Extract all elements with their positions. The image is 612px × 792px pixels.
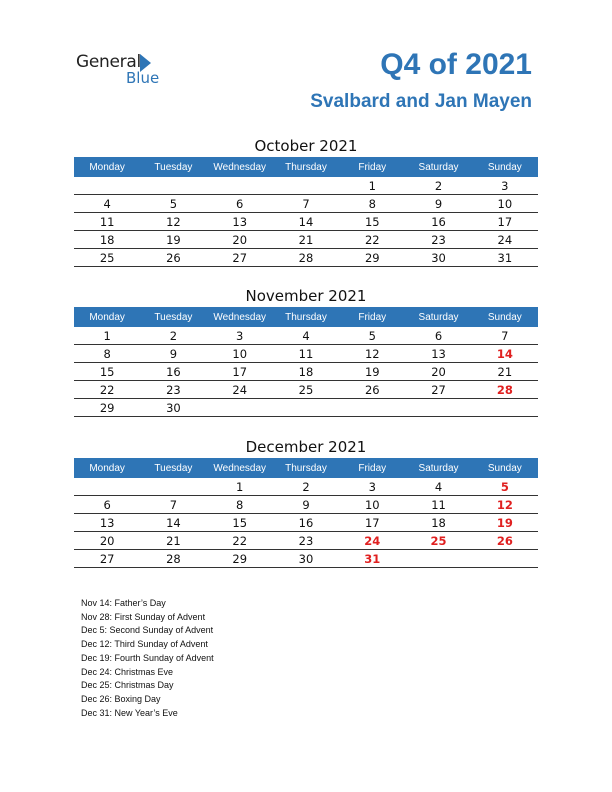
weekday-header: Friday — [339, 307, 405, 327]
day-cell: 2 — [273, 478, 339, 496]
day-cell: 2 — [140, 327, 206, 345]
day-cell: 14 — [472, 345, 538, 363]
day-cell: 22 — [74, 381, 140, 399]
weekday-header: Saturday — [405, 157, 471, 177]
note-item: Dec 19: Fourth Sunday of Advent — [81, 652, 214, 663]
week-row — [74, 399, 538, 417]
note-item: Dec 5: Second Sunday of Advent — [81, 625, 214, 636]
day-cell: 8 — [207, 496, 273, 514]
day-cell: 7 — [472, 327, 538, 345]
weekday-header: Sunday — [472, 458, 538, 478]
day-cell: 29 — [207, 550, 273, 568]
day-cell: 23 — [273, 532, 339, 550]
weekday-header: Tuesday — [140, 458, 206, 478]
weekday-header: Thursday — [273, 157, 339, 177]
day-cell: 26 — [140, 249, 206, 267]
week-row — [74, 532, 538, 550]
weekday-header-row — [74, 157, 538, 177]
day-cell: 18 — [273, 363, 339, 381]
day-cell — [207, 177, 273, 195]
day-cell: 6 — [405, 327, 471, 345]
page-title: Q4 of 2021 — [380, 48, 532, 81]
day-cell: 29 — [339, 249, 405, 267]
day-cell: 17 — [207, 363, 273, 381]
day-cell: 4 — [405, 478, 471, 496]
week-row — [74, 345, 538, 363]
day-cell: 16 — [140, 363, 206, 381]
weekday-header: Tuesday — [140, 307, 206, 327]
day-cell: 14 — [140, 514, 206, 532]
day-cell: 3 — [339, 478, 405, 496]
week-row — [74, 514, 538, 532]
day-cell: 13 — [74, 514, 140, 532]
day-cell: 17 — [339, 514, 405, 532]
day-cell: 19 — [472, 514, 538, 532]
weekday-header: Monday — [74, 157, 140, 177]
day-cell — [140, 177, 206, 195]
day-cell: 20 — [74, 532, 140, 550]
month-october — [74, 135, 538, 267]
day-cell: 12 — [339, 345, 405, 363]
month-title: December 2021 — [245, 438, 367, 456]
day-cell: 24 — [472, 231, 538, 249]
day-cell: 21 — [140, 532, 206, 550]
note-item: Dec 25: Christmas Day — [81, 680, 174, 691]
day-cell: 31 — [472, 249, 538, 267]
day-cell: 6 — [207, 195, 273, 213]
day-cell: 10 — [339, 496, 405, 514]
day-cell: 12 — [140, 213, 206, 231]
day-cell: 15 — [339, 213, 405, 231]
week-row — [74, 213, 538, 231]
month-title: October 2021 — [254, 137, 358, 155]
logo-blue-text: Blue — [126, 69, 160, 87]
day-cell: 13 — [405, 345, 471, 363]
day-cell: 11 — [74, 213, 140, 231]
day-cell: 21 — [273, 231, 339, 249]
weekday-header: Saturday — [405, 458, 471, 478]
day-cell: 4 — [273, 327, 339, 345]
day-cell — [405, 399, 471, 417]
weekday-header: Sunday — [472, 157, 538, 177]
weekday-header: Thursday — [273, 307, 339, 327]
weekday-header: Monday — [74, 307, 140, 327]
day-cell: 19 — [339, 363, 405, 381]
weekday-header-row — [74, 458, 538, 478]
day-cell: 9 — [405, 195, 471, 213]
day-cell: 11 — [405, 496, 471, 514]
day-cell: 28 — [472, 381, 538, 399]
day-cell: 22 — [207, 532, 273, 550]
week-row — [74, 249, 538, 267]
day-cell: 15 — [207, 514, 273, 532]
day-cell: 26 — [339, 381, 405, 399]
note-item: Dec 24: Christmas Eve — [81, 666, 174, 677]
day-cell — [339, 399, 405, 417]
day-cell: 25 — [74, 249, 140, 267]
day-cell: 28 — [273, 249, 339, 267]
day-cell — [207, 399, 273, 417]
day-cell — [472, 550, 538, 568]
day-cell: 8 — [74, 345, 140, 363]
weekday-header: Monday — [74, 458, 140, 478]
day-cell — [472, 399, 538, 417]
day-cell: 31 — [339, 550, 405, 568]
day-cell: 7 — [140, 496, 206, 514]
day-cell: 14 — [273, 213, 339, 231]
weekday-header: Sunday — [472, 307, 538, 327]
day-cell: 18 — [405, 514, 471, 532]
weekday-header: Wednesday — [207, 458, 273, 478]
week-row — [74, 381, 538, 399]
day-cell: 16 — [273, 514, 339, 532]
calendar-table — [74, 458, 538, 568]
day-cell: 10 — [207, 345, 273, 363]
week-row — [74, 550, 538, 568]
weekday-header: Friday — [339, 458, 405, 478]
holiday-notes — [81, 597, 214, 720]
day-cell: 20 — [207, 231, 273, 249]
day-cell: 30 — [140, 399, 206, 417]
weekday-header: Saturday — [405, 307, 471, 327]
day-cell: 30 — [405, 249, 471, 267]
day-cell: 28 — [140, 550, 206, 568]
day-cell: 12 — [472, 496, 538, 514]
weekday-header-row — [74, 307, 538, 327]
note-item: Nov 28: First Sunday of Advent — [81, 611, 206, 622]
note-item: Nov 14: Father’s Day — [81, 598, 166, 608]
day-cell: 6 — [74, 496, 140, 514]
day-cell: 1 — [339, 177, 405, 195]
day-cell: 9 — [273, 496, 339, 514]
day-cell — [74, 177, 140, 195]
week-row — [74, 363, 538, 381]
logo — [76, 52, 176, 88]
day-cell — [140, 478, 206, 496]
day-cell: 23 — [140, 381, 206, 399]
note-item: Dec 12: Third Sunday of Advent — [81, 639, 208, 650]
day-cell: 5 — [339, 327, 405, 345]
day-cell — [273, 177, 339, 195]
weekday-header: Tuesday — [140, 157, 206, 177]
day-cell: 18 — [74, 231, 140, 249]
calendar-table — [74, 307, 538, 417]
week-row — [74, 231, 538, 249]
day-cell: 21 — [472, 363, 538, 381]
day-cell: 19 — [140, 231, 206, 249]
day-cell: 22 — [339, 231, 405, 249]
weekday-header: Friday — [339, 157, 405, 177]
month-title: November 2021 — [245, 287, 367, 305]
day-cell: 15 — [74, 363, 140, 381]
week-row — [74, 327, 538, 345]
day-cell: 9 — [140, 345, 206, 363]
day-cell: 11 — [273, 345, 339, 363]
day-cell: 27 — [207, 249, 273, 267]
logo-general-text: General — [76, 52, 141, 72]
week-row — [74, 496, 538, 514]
day-cell — [273, 399, 339, 417]
day-cell: 1 — [74, 327, 140, 345]
day-cell: 10 — [472, 195, 538, 213]
note-item: Dec 31: New Year’s Eve — [81, 707, 178, 718]
day-cell: 26 — [472, 532, 538, 550]
day-cell: 17 — [472, 213, 538, 231]
day-cell — [74, 478, 140, 496]
day-cell: 5 — [472, 478, 538, 496]
day-cell: 24 — [207, 381, 273, 399]
day-cell: 13 — [207, 213, 273, 231]
day-cell: 8 — [339, 195, 405, 213]
day-cell: 29 — [74, 399, 140, 417]
day-cell: 27 — [405, 381, 471, 399]
month-december — [74, 436, 538, 568]
day-cell: 27 — [74, 550, 140, 568]
month-november — [74, 285, 538, 417]
day-cell — [405, 550, 471, 568]
region-subtitle: Svalbard and Jan Mayen — [310, 91, 532, 112]
day-cell: 25 — [273, 381, 339, 399]
calendar-table — [74, 157, 538, 267]
week-row — [74, 478, 538, 496]
day-cell: 4 — [74, 195, 140, 213]
day-cell: 3 — [207, 327, 273, 345]
note-item: Dec 26: Boxing Day — [81, 693, 161, 704]
day-cell: 25 — [405, 532, 471, 550]
day-cell: 2 — [405, 177, 471, 195]
day-cell: 5 — [140, 195, 206, 213]
weekday-header: Thursday — [273, 458, 339, 478]
day-cell: 1 — [207, 478, 273, 496]
day-cell: 30 — [273, 550, 339, 568]
day-cell: 23 — [405, 231, 471, 249]
day-cell: 3 — [472, 177, 538, 195]
day-cell: 16 — [405, 213, 471, 231]
day-cell: 7 — [273, 195, 339, 213]
weekday-header: Wednesday — [207, 307, 273, 327]
day-cell: 20 — [405, 363, 471, 381]
week-row — [74, 195, 538, 213]
week-row — [74, 177, 538, 195]
weekday-header: Wednesday — [207, 157, 273, 177]
day-cell: 24 — [339, 532, 405, 550]
